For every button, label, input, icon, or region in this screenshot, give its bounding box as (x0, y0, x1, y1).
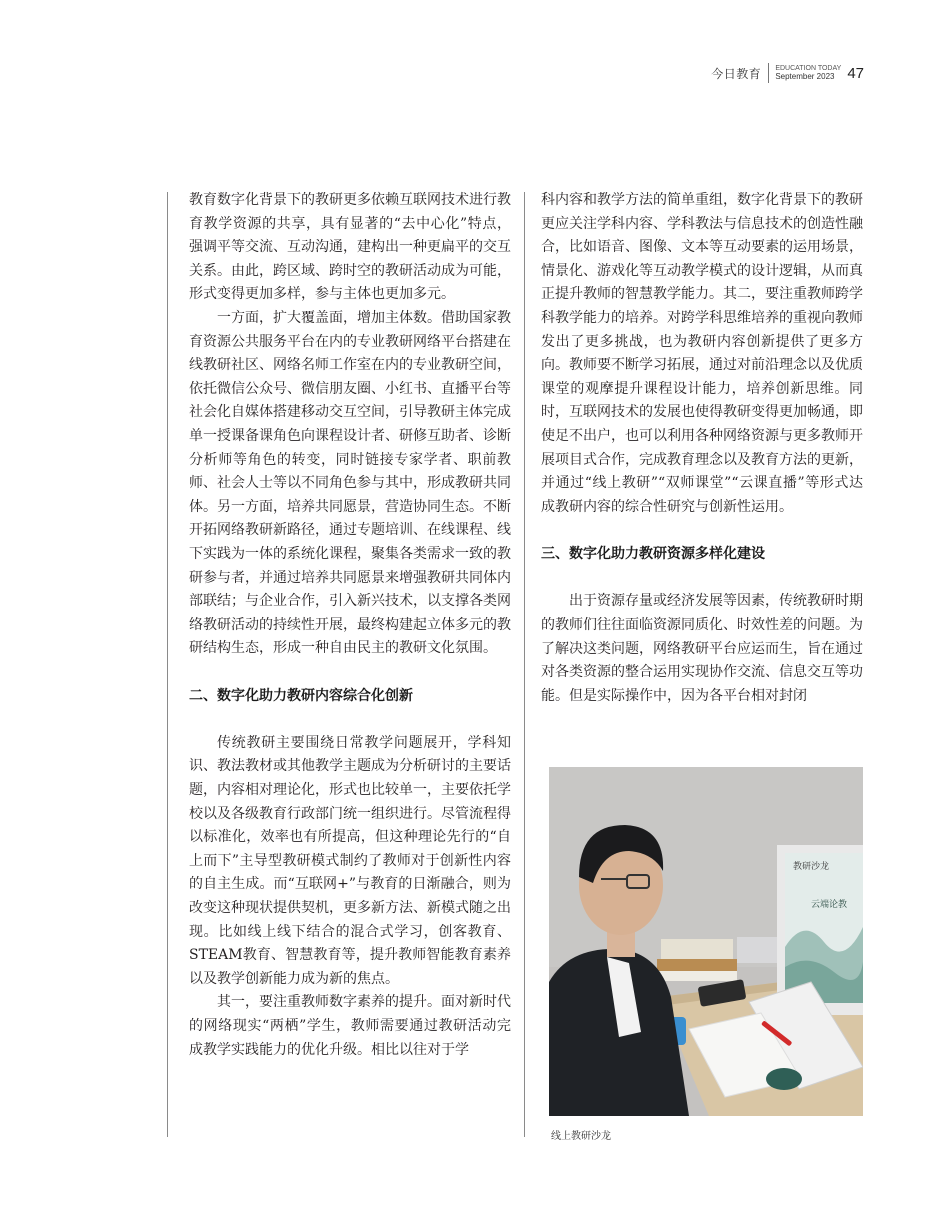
paragraph: 传统教研主要围绕日常教学问题展开，学科知识、教法教材或其他教学主题成为分析研讨的主要话题，内容相对理论化，形式也比较单一，主要依托学校以及各级教育行政部门统一组织进行。尽管流程得以标准化，效率也有所提高，但这种理论先行的“自上而下”主导型教研模式制约了教师对于创新性内容的自主生成。而“互联网+”与教育的日渐融合，则为改变这种现状提供契机，更多新方法、新模式随之出现。比如线上线下结合的混合式学习，创客教育、STEAM教育、智慧教育等，提升教师智能教育素养以及教学创新能力成为新的焦点。 (189, 734, 511, 987)
issue-date: September 2023 (775, 72, 835, 81)
monitor-text: 云端论教 (811, 900, 848, 910)
photo-caption: 线上教研沙龙 (551, 1131, 611, 1142)
paragraph: 教育数字化背景下的教研更多依赖互联网技术进行教育教学资源的共享，具有显著的“去中心化”特点，强调平等交流、互动沟通，建构出一种更扁平的交互关系。由此，跨区域、跨时空的教研活动成为可能，形式变得更加多样，参与主体也更加多元。 (189, 192, 511, 303)
center-column-rule (524, 192, 525, 1137)
paragraph: 科内容和教学方法的简单重组，数字化背景下的教研更应关注学科内容、学科教法与信息技术的创造性融合，比如语音、图像、文本等互动要素的运用场景，情景化、游戏化等互动教学模式的设计逻辑，从而真正提升教师的智慧教学能力。其二，要注重教师跨学科教学能力的培养。对跨学科思维培养的重视向教师发出了更多挑战，也为教研内容创新提供了更多方向。教师要不断学习拓展，通过对前沿理念以及优质课堂的观摩提升课程设计能力，培养创新思维。同时，互联网技术的发展也使得教研变得更加畅通，即使足不出户，也可以利用各种网络资源与更多教师开展项目式合作，完成教育理念以及教育方法的更新，并通过“线上教研”“双师课堂”“云课直播”等形式达成教研内容的综合性研究与创新性运用。 (541, 192, 863, 515)
photo-online-salon (549, 767, 863, 1116)
magazine-name-en: EDUCATION TODAY (775, 65, 842, 72)
page-number: 47 (847, 64, 864, 82)
paragraph: 其一，要注重教师数字素养的提升。面对新时代的网络现实“两栖”学生，教师需要通过教研活动完成教学实践能力的优化升级。相比以往对于学 (189, 994, 511, 1058)
magazine-name: 今日教育 (711, 66, 762, 81)
paragraph: 出于资源存量或经济发展等因素，传统教研时期的教师们往往面临资源同质化、时效性差的问题。为了解决这类问题，网络教研平台应运而生，旨在通过对各类资源的整合运用实现协作交流、信息交互等功能。但是实际操作中，因为各平台相对封闭 (541, 593, 863, 704)
magazine-info (775, 65, 841, 81)
paragraph: 一方面，扩大覆盖面，增加主体数。借助国家教育资源公共服务平台在内的专业教研网络平台搭建在线教研社区、网络名师工作室在内的专业教研空间，依托微信公众号、微信朋友圈、小红书、直播平台等社会化自媒体搭建移动交互空间，引导教研主体完成单一授课备课角色向课程设计者、研修互助者、诊断分析师等角色的转变，同时链接专家学者、职前教师、社会人士等以不同角色参与其中，形成教研共同体。另一方面，培养共同愿景，营造协同生态。不断开拓网络教研新路径，通过专题培训、在线课程、线下实践为一体的系统化课程，聚集各类需求一致的教研参与者，并通过培养共同愿景来增强教研共同体内部联结；与企业合作，引入新兴技术，以支撑各类网络教研活动的持续性开展，最终构建起立体多元的教研结构生态，形成一种自由民主的教研文化氛围。 (189, 309, 511, 657)
section-heading-2: 二、数字化助力教研内容综合化创新 (189, 687, 413, 704)
photo-illustration (549, 767, 863, 1116)
right-column (541, 189, 863, 708)
page-header (711, 62, 864, 84)
left-column-rule (167, 192, 168, 1137)
section-heading-3: 三、数字化助力教研资源多样化建设 (541, 546, 765, 563)
monitor-title: 教研沙龙 (793, 862, 830, 872)
left-column (189, 189, 511, 1062)
header-divider (768, 63, 769, 83)
